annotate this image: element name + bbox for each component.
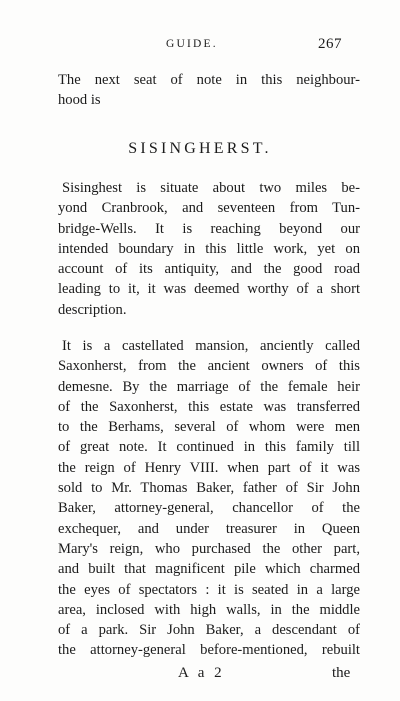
text-line: It is a castellated mansion, anciently called (62, 338, 360, 354)
paragraph-2 (58, 336, 360, 661)
text-line: Mary's reign, who purchased the other part, (58, 540, 360, 557)
running-head (0, 38, 400, 56)
text-line: yond Cranbrook, and seventeen from Tun- (58, 200, 360, 217)
section-heading: SISINGHERST. (128, 140, 272, 157)
text-line: to the Berhams, several of whom were men (58, 419, 360, 436)
text-line: the attorney-general before-mentioned, rebuilt (58, 642, 360, 659)
text-line: Sisinghest is situate about two miles be- (62, 180, 360, 196)
text-line: demesne. By the marriage of the female heir (58, 378, 360, 395)
text-line: leading to it, it was deemed worthy of a short (58, 281, 360, 298)
text-line: exchequer, and under treasurer in Queen (58, 520, 360, 537)
text-line: the eyes of spectators : it is seated in a large (58, 581, 360, 598)
signature-mark: A a 2 (178, 665, 225, 681)
catchword: the (332, 665, 351, 681)
paragraph-1 (58, 178, 360, 320)
page-number: 267 (318, 36, 342, 52)
text-line: description. (58, 301, 127, 318)
text-line: hood is (58, 92, 101, 109)
text-line: of a park. Sir John Baker, a descendant of (58, 622, 360, 639)
text-line: intended boundary in this little work, yet on (58, 240, 360, 257)
text-line: The next seat of note in this neighbour- (58, 72, 360, 88)
text-line: area, inclosed with high walls, in the middle (58, 601, 360, 618)
text-line: Saxonherst, from the ancient owners of this (58, 358, 360, 375)
page-footer (0, 665, 400, 685)
text-line: sold to Mr. Thomas Baker, father of Sir John (58, 480, 360, 497)
intro-paragraph (58, 70, 360, 111)
text-line: bridge-Wells. It is reaching beyond our (58, 220, 360, 237)
text-line: Baker, attorney-general, chancellor of the (58, 500, 360, 517)
text-line: of the Saxonherst, this estate was transferred (58, 398, 360, 415)
text-line: and built that magnificent pile which charmed (58, 561, 360, 578)
running-title: GUIDE. (166, 38, 218, 50)
text-line: of great note. It continued in this family till (58, 439, 360, 456)
text-line: account of its antiquity, and the good road (58, 261, 360, 278)
text-line: the reign of Henry VIII. when part of it was (58, 459, 360, 476)
